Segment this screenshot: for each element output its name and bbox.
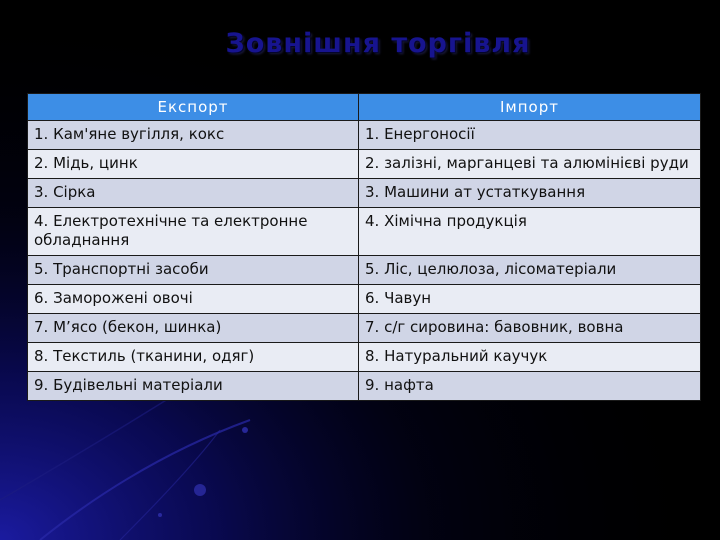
export-cell: 5. Транспортні засоби [28,256,359,285]
import-cell: 9. нафта [359,372,701,401]
table-row [28,285,701,314]
table-row [28,343,701,372]
import-cell: 4. Хімічна продукція [359,208,701,256]
import-cell: 6. Чавун [359,285,701,314]
export-cell: 9. Будівельні матеріали [28,372,359,401]
import-cell: 2. залізні, марганцеві та алюмінієві руди [359,150,701,179]
table-row [28,179,701,208]
table-row [28,150,701,179]
export-header: Експорт [28,94,359,121]
table-header-row [28,94,701,121]
export-cell: 7. М’ясо (бекон, шинка) [28,314,359,343]
import-cell: 5. Ліс, целюлоза, лісоматеріали [359,256,701,285]
export-cell: 4. Електротехнічне та електронне обладнання [28,208,359,256]
import-cell: 3. Машини ат устаткування [359,179,701,208]
import-header: Імпорт [359,94,701,121]
table-row [28,372,701,401]
export-cell: 1. Кам'яне вугілля, кокс [28,121,359,150]
export-cell: 8. Текстиль (тканини, одяг) [28,343,359,372]
table-row [28,256,701,285]
trade-table [27,93,701,401]
import-cell: 7. с/г сировина: бавовник, вовна [359,314,701,343]
export-cell: 3. Сірка [28,179,359,208]
slide-title: Зовнішня торгівля [225,28,531,59]
table-row [28,208,701,256]
table-row [28,314,701,343]
import-cell: 1. Енергоносії [359,121,701,150]
export-cell: 6. Заморожені овочі [28,285,359,314]
import-cell: 8. Натуральний каучук [359,343,701,372]
export-cell: 2. Мідь, цинк [28,150,359,179]
table-row [28,121,701,150]
